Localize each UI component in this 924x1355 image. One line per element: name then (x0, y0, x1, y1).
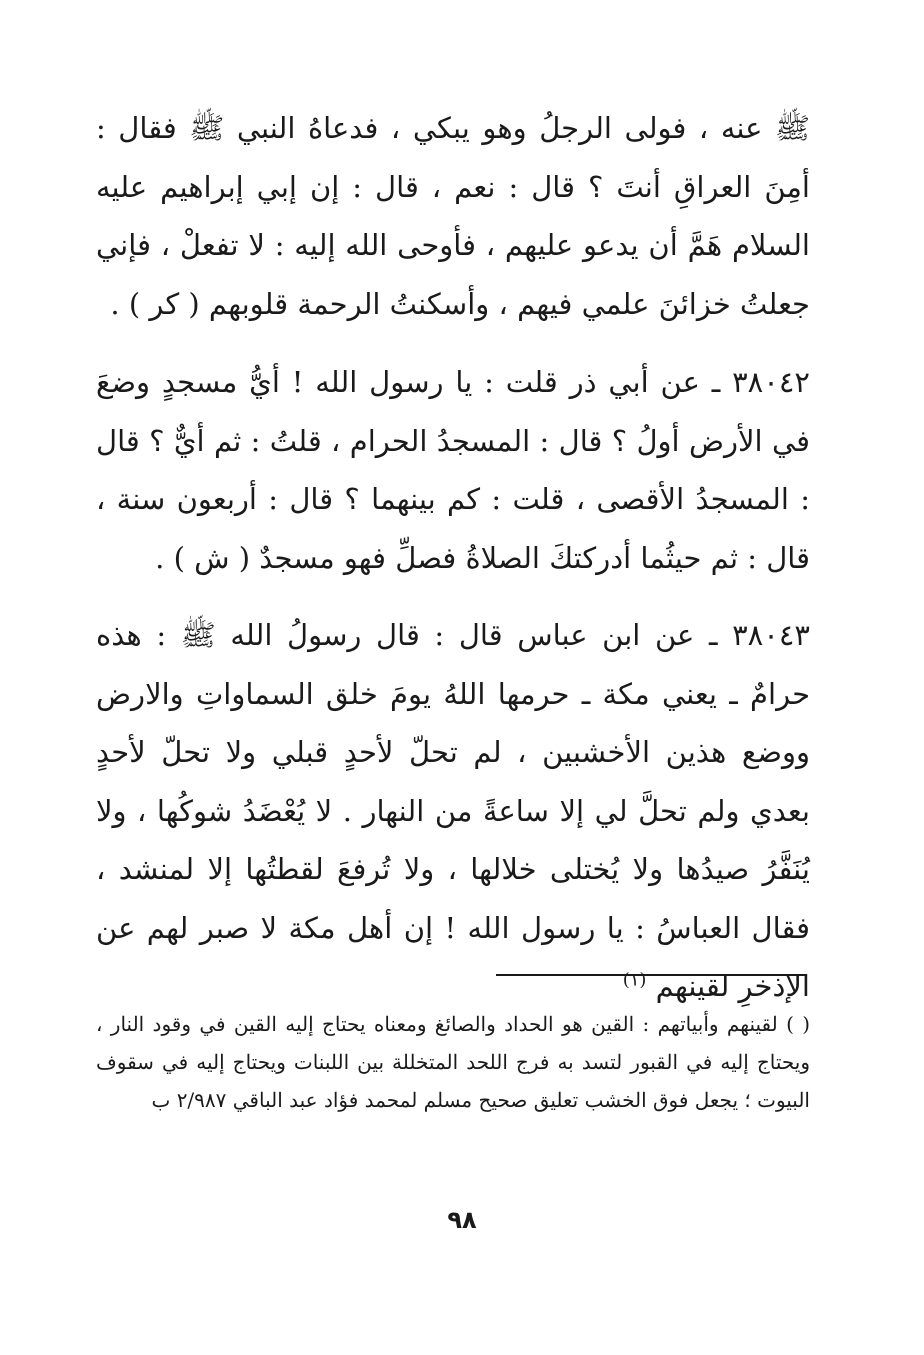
footnote-marker: (١) (622, 969, 647, 991)
footnote: ( ) لقينهم وأبياتهم : القين هو الحداد والصائغ ومعناه يحتاج إليه القين في وقود النار ، ويحتاج إليه في القبور لتسد به فرج اللحد المتخللة بين اللبنات ويحتاج إليه في سقوف البيوت ؛ يجعل فوق الخشب تعليق صحيح مسلم لمحمد فؤاد عبد الباقي ٢/٩٨٧ ب (96, 1012, 810, 1112)
footnote-divider (496, 974, 806, 976)
page-number: ٩٨ (447, 1206, 477, 1234)
hadith-38042: ٣٨٠٤٢ ـ عن أبي ذر قلت : يا رسول الله ! أيُّ مسجدٍ وضعَ في الأرض أولُ ؟ قال : المسجدُ الحرام ، قلتُ : ثم أيٌّ ؟ قال : المسجدُ الأقصى ، قلت : كم بينهما ؟ قال : أربعون سنة ، قال : ثم حيثُما أدركتكَ الصلاةُ فصلِّ فهو مسجدٌ ( ش ) . (96, 365, 810, 575)
paragraph-continuation: ﷺ عنه ، فولى الرجلُ وهو يبكي ، فدعاهُ النبي ﷺ فقال : أمِنَ العراقِ أنتَ ؟ قال : نعم ، قال : إن إبي إبراهيم عليه السلام هَمَّ أن يدعو عليهم ، فأوحى الله إليه : لا تفعلْ ، فإني جعلتُ خزائنَ علمي فيهم ، وأسكنتُ الرحمة قلوبهم ( كر ) . (96, 111, 810, 321)
hadith-38043-text: ٣٨٠٤٣ ـ عن ابن عباس قال : قال رسولُ الله ﷺ : هذه حرامٌ ـ يعني مكة ـ حرمها اللهُ يومَ خلق السماواتِ والارض ووضع هذين الأخشبين ، لم تحلّ لأحدٍ قبلي ولا تحلّ لأحدٍ بعدي ولم تحلَّ لي إلا ساعةً من النهار . لا يُعْضَدُ شوكُها ، ولا يُنَفَّرُ صيدُها ولا يُختلى خلالها ، ولا تُرفعَ لقطتُها إلا لمنشد ، فقال العباسُ : يا رسول الله ! إن أهل مكة لا صبر لهم عن الإذخرِ لقينهم (96, 618, 810, 1003)
hadith-38043 (96, 606, 810, 1016)
